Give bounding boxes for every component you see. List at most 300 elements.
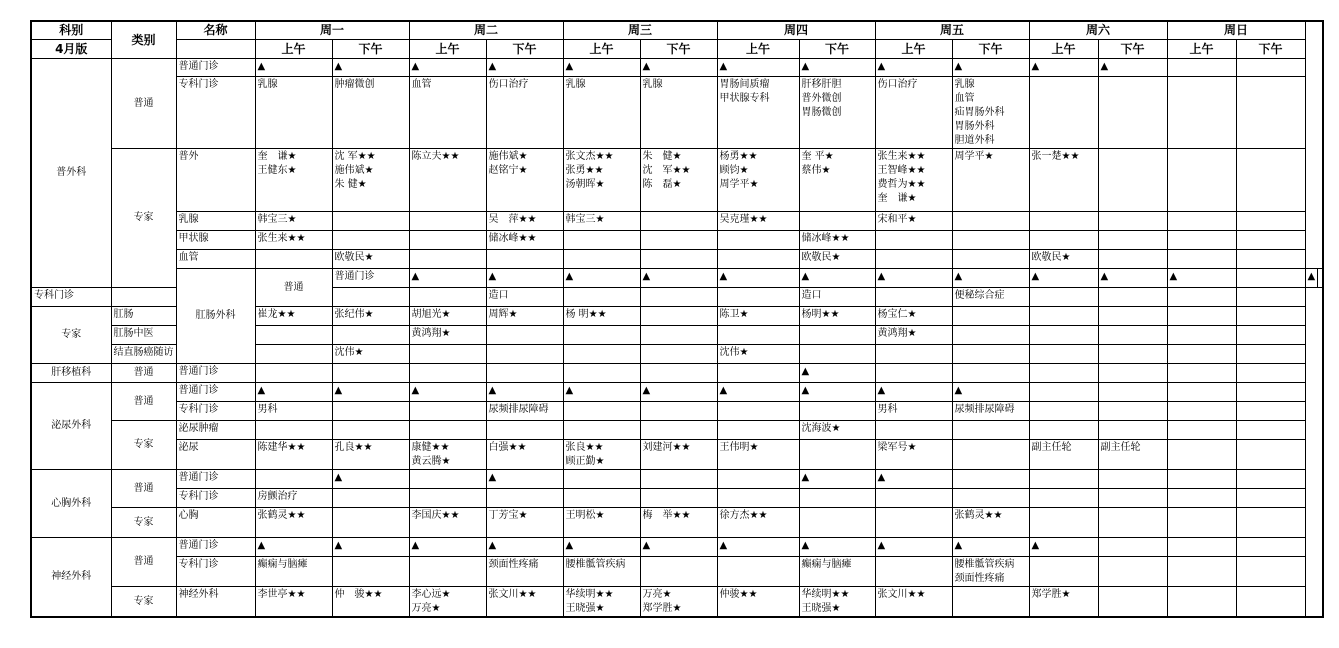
schedule-cell: [1236, 148, 1305, 211]
open-slot-icon: ▲: [255, 58, 332, 76]
schedule-cell: 腰椎骶管疾病: [563, 556, 640, 586]
open-slot-icon: ▲: [875, 58, 952, 76]
schedule-cell: [1029, 401, 1098, 420]
clinic-name-cell: 肛肠: [111, 306, 176, 325]
schedule-cell: 男科: [875, 401, 952, 420]
schedule-cell: 梅 举★★: [640, 507, 717, 537]
open-slot-icon: ▲: [1167, 268, 1236, 287]
schedule-cell: 男科: [255, 401, 332, 420]
schedule-cell: [1167, 230, 1236, 249]
schedule-cell: [1098, 325, 1167, 344]
schedule-cell: 陈立夫★★: [409, 148, 486, 211]
schedule-cell: 胡旭光★: [409, 306, 486, 325]
schedule-cell: [563, 469, 640, 488]
header-am: 上午: [1167, 39, 1236, 58]
schedule-cell: 杨勇★★ 顾钧★ 周学平★: [717, 148, 799, 211]
schedule-cell: 造口: [799, 287, 875, 306]
schedule-cell: [1167, 537, 1236, 556]
schedule-cell: [563, 230, 640, 249]
schedule-cell: [332, 363, 409, 382]
schedule-cell: [875, 507, 952, 537]
schedule-cell: [1167, 488, 1236, 507]
schedule-cell: [1167, 363, 1236, 382]
header-pm: 下午: [1236, 39, 1305, 58]
header-version: 4月版: [31, 39, 111, 58]
schedule-cell: [952, 344, 1029, 363]
schedule-cell: [640, 420, 717, 439]
open-slot-icon: ▲: [799, 363, 875, 382]
schedule-cell: [1098, 586, 1167, 617]
schedule-cell: [486, 420, 563, 439]
clinic-name-cell: 专科门诊: [176, 556, 255, 586]
schedule-cell: [875, 488, 952, 507]
schedule-cell: 尿频排尿障碍: [486, 401, 563, 420]
schedule-cell: [409, 230, 486, 249]
header-pm: 下午: [952, 39, 1029, 58]
schedule-cell: 张文杰★★ 张勇★★ 汤朝晖★: [563, 148, 640, 211]
schedule-cell: [1167, 249, 1236, 268]
schedule-cell: [1029, 344, 1098, 363]
open-slot-icon: ▲: [1029, 537, 1098, 556]
clinic-name-cell: 普通门诊: [176, 537, 255, 556]
type-cell: 专家: [111, 148, 176, 287]
schedule-cell: 乳腺 血管 疝胃肠外科 胃肠外科 胆道外科: [952, 76, 1029, 148]
schedule-cell: [1167, 586, 1236, 617]
schedule-cell: [717, 420, 799, 439]
header-dept: 科别: [31, 21, 111, 39]
schedule-cell: [799, 488, 875, 507]
schedule-cell: [640, 363, 717, 382]
schedule-cell: 乳腺: [640, 76, 717, 148]
schedule-cell: 仲 骏★★: [332, 586, 409, 617]
schedule-cell: [640, 488, 717, 507]
schedule-cell: 乳腺: [255, 76, 332, 148]
schedule-cell: [332, 287, 409, 306]
schedule-cell: [952, 363, 1029, 382]
schedule-cell: [486, 344, 563, 363]
schedule-cell: 癫痫与脑瘫: [799, 556, 875, 586]
open-slot-icon: ▲: [875, 537, 952, 556]
schedule-cell: [1236, 439, 1305, 469]
schedule-cell: [563, 287, 640, 306]
open-slot-icon: ▲: [409, 382, 486, 401]
schedule-cell: [1098, 420, 1167, 439]
open-slot-icon: ▲: [640, 58, 717, 76]
schedule-cell: [1029, 363, 1098, 382]
schedule-cell: [1167, 76, 1236, 148]
open-slot-icon: ▲: [952, 58, 1029, 76]
schedule-cell: [1098, 556, 1167, 586]
clinic-name-cell: 普通门诊: [176, 382, 255, 401]
open-slot-icon: ▲: [563, 268, 640, 287]
dept-cell: 神经外科: [31, 537, 111, 617]
schedule-cell: [640, 325, 717, 344]
schedule-cell: 张生来★★ 王智峰★★ 费哲为★★ 奎 谦★: [875, 148, 952, 211]
clinic-name-cell: 结直肠癌随访: [111, 344, 176, 363]
schedule-cell: [1098, 249, 1167, 268]
open-slot-icon: ▲: [1098, 268, 1167, 287]
type-cell: 专家: [111, 586, 176, 617]
schedule-cell: [1029, 469, 1098, 488]
schedule-cell: [1098, 537, 1167, 556]
schedule-cell: [875, 287, 952, 306]
type-cell: 专家: [111, 420, 176, 469]
table-row: [31, 249, 1323, 268]
schedule-cell: [875, 556, 952, 586]
schedule-cell: 华续明★★ 王晓强★: [799, 586, 875, 617]
schedule-cell: [1167, 58, 1236, 76]
header-pm: 下午: [486, 39, 563, 58]
schedule-cell: 张文川★★: [875, 586, 952, 617]
schedule-cell: 血管: [409, 76, 486, 148]
schedule-cell: 华续明★★ 王晓强★: [563, 586, 640, 617]
clinic-name-cell: 专科门诊: [31, 287, 111, 306]
schedule-cell: [563, 420, 640, 439]
schedule-cell: 周辉★: [486, 306, 563, 325]
schedule-cell: [409, 211, 486, 230]
schedule-cell: 郑学胜★: [1029, 586, 1098, 617]
schedule-cell: [717, 469, 799, 488]
schedule-cell: 造口: [486, 287, 563, 306]
header-day-wed: 周三: [563, 21, 717, 39]
schedule-cell: [1167, 325, 1236, 344]
schedule-cell: [717, 230, 799, 249]
schedule-cell: [1167, 287, 1236, 306]
schedule-cell: [1236, 363, 1305, 382]
schedule-cell: [563, 344, 640, 363]
schedule-cell: [1236, 507, 1305, 537]
schedule-cell: 张生来★★: [255, 230, 332, 249]
open-slot-icon: ▲: [799, 382, 875, 401]
schedule-cell: [409, 488, 486, 507]
schedule-cell: [1167, 148, 1236, 211]
table-row: [31, 76, 1323, 148]
schedule-cell: [1167, 382, 1236, 401]
schedule-cell: [255, 420, 332, 439]
schedule-cell: [1029, 382, 1098, 401]
schedule-cell: 储冰峰★★: [799, 230, 875, 249]
schedule-cell: 沈伟★: [717, 344, 799, 363]
open-slot-icon: ▲: [409, 268, 486, 287]
schedule-cell: [1167, 556, 1236, 586]
schedule-body: [31, 58, 1323, 617]
schedule-cell: [640, 211, 717, 230]
schedule-cell: 万亮★ 郑学胜★: [640, 586, 717, 617]
clinic-name-cell: 乳腺: [176, 211, 255, 230]
schedule-cell: 张纪伟★: [332, 306, 409, 325]
schedule-cell: 癫痫与脑瘫: [255, 556, 332, 586]
header-row-days: [31, 21, 1323, 39]
schedule-cell: 崔龙★★: [255, 306, 332, 325]
schedule-cell: [1236, 268, 1305, 287]
schedule-cell: 康健★★ 黄云腾★: [409, 439, 486, 469]
open-slot-icon: ▲: [332, 469, 409, 488]
schedule-cell: [640, 306, 717, 325]
schedule-cell: 韩宝三★: [255, 211, 332, 230]
schedule-cell: [1029, 325, 1098, 344]
schedule-cell: 便秘综合症: [952, 287, 1029, 306]
table-row: [31, 488, 1323, 507]
schedule-cell: [486, 488, 563, 507]
open-slot-icon: ▲: [952, 382, 1029, 401]
schedule-cell: [1029, 488, 1098, 507]
schedule-cell: [1029, 556, 1098, 586]
open-slot-icon: ▲: [486, 268, 563, 287]
schedule-cell: [717, 287, 799, 306]
table-row: [31, 439, 1323, 469]
schedule-cell: [717, 325, 799, 344]
schedule-cell: [640, 469, 717, 488]
schedule-cell: [1098, 148, 1167, 211]
schedule-cell: [1236, 211, 1305, 230]
schedule-cell: 沈海波★: [799, 420, 875, 439]
open-slot-icon: ▲: [332, 382, 409, 401]
schedule-cell: 副主任轮: [1098, 439, 1167, 469]
table-row: [31, 469, 1323, 488]
schedule-cell: 肝移肝胆 普外微创 胃肠微创: [799, 76, 875, 148]
type-cell: 普通: [111, 382, 176, 420]
schedule-cell: [1029, 420, 1098, 439]
schedule-cell: 刘建河★★: [640, 439, 717, 469]
schedule-cell: 乳腺: [563, 76, 640, 148]
schedule-cell: [1167, 469, 1236, 488]
open-slot-icon: ▲: [717, 58, 799, 76]
schedule-cell: [1167, 306, 1236, 325]
open-slot-icon: ▲: [799, 537, 875, 556]
type-cell: 普通: [255, 268, 332, 306]
schedule-cell: [563, 249, 640, 268]
schedule-cell: 李国庆★★: [409, 507, 486, 537]
schedule-cell: [1098, 363, 1167, 382]
header-pm: 下午: [799, 39, 875, 58]
schedule-cell: 腰椎骶管疾病 颈面性疼痛: [952, 556, 1029, 586]
clinic-name-cell: 普通门诊: [176, 469, 255, 488]
schedule-cell: [1098, 287, 1167, 306]
schedule-cell: [409, 249, 486, 268]
schedule-cell: [1098, 306, 1167, 325]
schedule-cell: 白强★★: [486, 439, 563, 469]
schedule-cell: 吴 萍★★: [486, 211, 563, 230]
header-am: 上午: [1029, 39, 1098, 58]
schedule-cell: [332, 420, 409, 439]
schedule-cell: [332, 556, 409, 586]
table-row: [31, 420, 1323, 439]
schedule-cell: [1236, 76, 1305, 148]
open-slot-icon: ▲: [409, 58, 486, 76]
schedule-cell: [1098, 469, 1167, 488]
open-slot-icon: ▲: [563, 537, 640, 556]
schedule-cell: [799, 211, 875, 230]
schedule-cell: 肿瘤微创: [332, 76, 409, 148]
schedule-cell: 奎 平★ 蔡伟★: [799, 148, 875, 211]
clinic-name-cell: 心胸: [176, 507, 255, 537]
schedule-cell: [875, 249, 952, 268]
schedule-cell: [409, 344, 486, 363]
schedule-cell: 杨 明★★: [563, 306, 640, 325]
schedule-cell: 黄鸿翔★: [875, 325, 952, 344]
table-row: [31, 537, 1323, 556]
schedule-cell: [952, 586, 1029, 617]
schedule-cell: 储冰峰★★: [486, 230, 563, 249]
clinic-name-cell: 神经外科: [176, 586, 255, 617]
schedule-cell: [409, 287, 486, 306]
schedule-cell: [1167, 401, 1236, 420]
clinic-name-cell: 肛肠中医: [111, 325, 176, 344]
schedule-cell: [640, 401, 717, 420]
schedule-cell: 梁军号★: [875, 439, 952, 469]
table-row: [31, 230, 1323, 249]
clinic-name-cell: 专科门诊: [176, 76, 255, 148]
open-slot-icon: ▲: [1029, 268, 1098, 287]
schedule-cell: [1236, 586, 1305, 617]
schedule-cell: [952, 469, 1029, 488]
schedule-cell: [717, 556, 799, 586]
clinic-name-cell: 泌尿: [176, 439, 255, 469]
schedule-cell: 颈面性疼痛: [486, 556, 563, 586]
schedule-cell: 吴克瑾★★: [717, 211, 799, 230]
clinic-name-cell: 甲状腺: [176, 230, 255, 249]
schedule-cell: 胃肠间质瘤 甲状腺专科: [717, 76, 799, 148]
open-slot-icon: ▲: [799, 58, 875, 76]
header-am: 上午: [717, 39, 799, 58]
schedule-cell: [875, 230, 952, 249]
clinic-name-cell: 血管: [176, 249, 255, 268]
table-row: [31, 58, 1323, 76]
open-slot-icon: ▲: [875, 469, 952, 488]
schedule-cell: [255, 325, 332, 344]
open-slot-icon: ▲: [563, 58, 640, 76]
schedule-cell: [799, 507, 875, 537]
schedule-cell: [332, 325, 409, 344]
schedule-cell: 张鹤灵★★: [255, 507, 332, 537]
schedule-cell: [1167, 439, 1236, 469]
schedule-cell: [1236, 249, 1305, 268]
open-slot-icon: ▲: [486, 469, 563, 488]
schedule-cell: [409, 363, 486, 382]
schedule-cell: [409, 556, 486, 586]
schedule-cell: [332, 507, 409, 537]
schedule-cell: [486, 249, 563, 268]
schedule-cell: [1236, 344, 1305, 363]
open-slot-icon: ▲: [255, 382, 332, 401]
schedule-cell: [409, 401, 486, 420]
schedule-cell: [1098, 211, 1167, 230]
type-cell: 专家: [111, 507, 176, 537]
schedule-cell: 欧敬民★: [332, 249, 409, 268]
schedule-cell: [799, 344, 875, 363]
schedule-cell: [1098, 401, 1167, 420]
dept-cell: 肛肠外科: [176, 268, 255, 363]
schedule-cell: [1029, 507, 1098, 537]
type-cell: 专家: [31, 306, 111, 363]
schedule-cell: [1029, 306, 1098, 325]
clinic-name-cell: 专科门诊: [176, 488, 255, 507]
schedule-cell: 陈卫★: [717, 306, 799, 325]
schedule-cell: 徐方杰★★: [717, 507, 799, 537]
schedule-cell: 尿频排尿障碍: [952, 401, 1029, 420]
schedule-cell: 欧敬民★: [799, 249, 875, 268]
schedule-cell: [640, 556, 717, 586]
schedule-cell: [952, 420, 1029, 439]
schedule-cell: [1236, 420, 1305, 439]
clinic-name-cell: 普通门诊: [176, 58, 255, 76]
schedule-cell: [1098, 344, 1167, 363]
table-row: [31, 148, 1323, 211]
open-slot-icon: ▲: [640, 382, 717, 401]
schedule-cell: [717, 401, 799, 420]
schedule-cell: 沈 军★★ 施伟斌★ 朱 健★: [332, 148, 409, 211]
dept-cell: 普外科: [31, 58, 111, 287]
clinic-name-cell: 泌尿肿瘤: [176, 420, 255, 439]
header-am: 上午: [255, 39, 332, 58]
open-slot-icon: ▲: [486, 537, 563, 556]
schedule-cell: 周学平★: [952, 148, 1029, 211]
schedule-cell: 韩宝三★: [563, 211, 640, 230]
schedule-cell: 伤口治疗: [486, 76, 563, 148]
schedule-cell: [332, 211, 409, 230]
schedule-cell: [409, 469, 486, 488]
schedule-cell: [1236, 488, 1305, 507]
schedule-cell: [799, 325, 875, 344]
schedule-cell: 杨明★★: [799, 306, 875, 325]
schedule-cell: [799, 439, 875, 469]
schedule-cell: [875, 344, 952, 363]
schedule-cell: 施伟斌★ 赵铭宁★: [486, 148, 563, 211]
clinic-name-cell: 普外: [176, 148, 255, 211]
table-row: [31, 401, 1323, 420]
schedule-cell: [1029, 230, 1098, 249]
schedule-cell: [1029, 287, 1098, 306]
schedule-cell: 王伟明★: [717, 439, 799, 469]
schedule-cell: [1236, 469, 1305, 488]
open-slot-icon: ▲: [1098, 58, 1167, 76]
schedule-cell: [1029, 76, 1098, 148]
schedule-cell: [1167, 211, 1236, 230]
open-slot-icon: ▲: [332, 537, 409, 556]
schedule-cell: [717, 249, 799, 268]
header-row-ampm: [31, 39, 1323, 58]
clinic-name-cell: 普通门诊: [176, 363, 255, 382]
schedule-cell: [1167, 420, 1236, 439]
schedule-cell: [255, 363, 332, 382]
schedule-cell: [486, 325, 563, 344]
schedule-cell: [1167, 344, 1236, 363]
header-day-sat: 周六: [1029, 21, 1167, 39]
schedule-cell: [952, 249, 1029, 268]
schedule-cell: 黄鸿翔★: [409, 325, 486, 344]
schedule-cell: [332, 488, 409, 507]
schedule-cell: 伤口治疗: [875, 76, 952, 148]
open-slot-icon: ▲: [717, 537, 799, 556]
schedule-cell: [255, 249, 332, 268]
open-slot-icon: ▲: [799, 268, 875, 287]
schedule-cell: [1236, 556, 1305, 586]
header-day-sun: 周日: [1167, 21, 1305, 39]
schedule-cell: [1098, 488, 1167, 507]
schedule-cell: 丁芳宝★: [486, 507, 563, 537]
clinic-schedule-table: [30, 20, 1324, 618]
open-slot-icon: ▲: [717, 382, 799, 401]
schedule-cell: [1098, 507, 1167, 537]
open-slot-icon: ▲: [952, 537, 1029, 556]
schedule-cell: [952, 439, 1029, 469]
schedule-cell: [1236, 58, 1305, 76]
schedule-cell: 朱 健★ 沈 军★★ 陈 磊★: [640, 148, 717, 211]
open-slot-icon: ▲: [952, 268, 1029, 287]
open-slot-icon: ▲: [563, 382, 640, 401]
schedule-cell: [717, 488, 799, 507]
schedule-cell: [640, 249, 717, 268]
